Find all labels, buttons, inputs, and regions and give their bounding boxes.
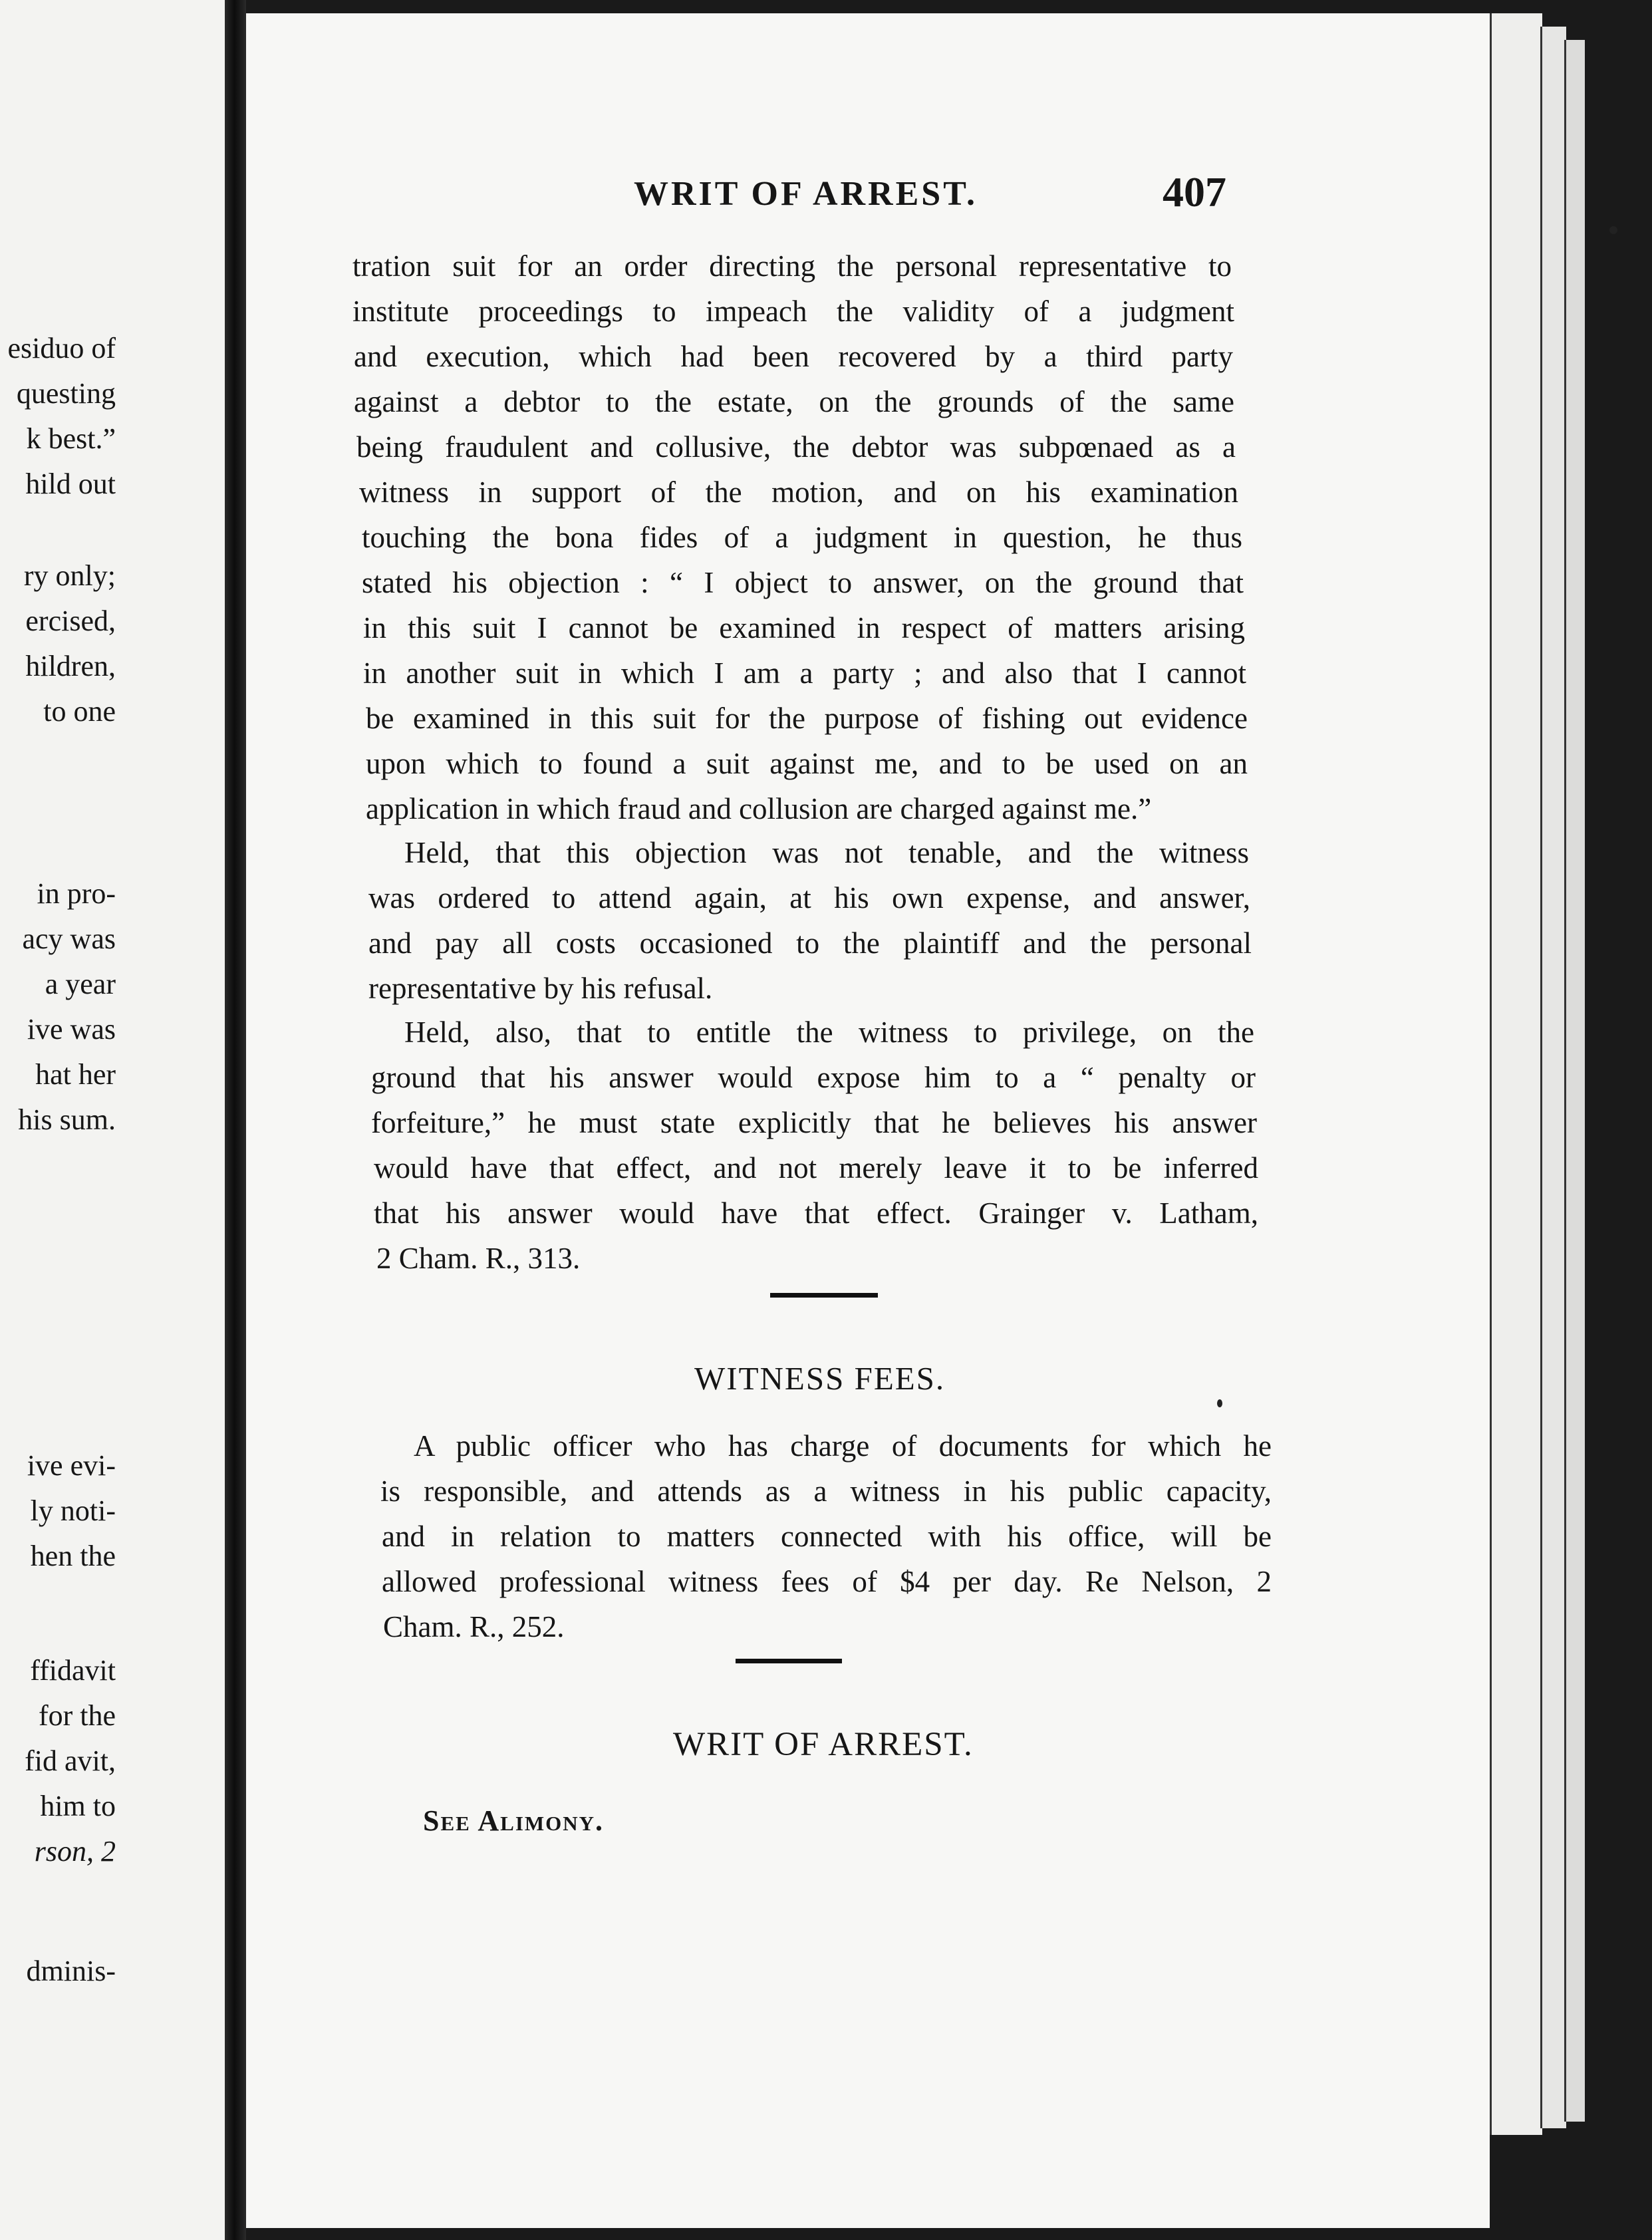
ink-speck [1217,1399,1222,1407]
left-page-fragment: his sum. [18,1103,116,1136]
text-line: witness in support of the motion, and on his examination [359,476,1238,509]
left-page-fragment: fid avit, [25,1745,116,1777]
text-line: being fraudulent and collusive, the debtor was subpœnaed as a [356,430,1236,464]
left-page-fragment: ffidavit [30,1654,116,1687]
text-line: in this suit I cannot be examined in respect of matters arising [363,611,1245,644]
text-line: and in relation to matters connected with his office, will be [382,1520,1272,1553]
left-page-fragment: him to [40,1790,116,1822]
text-line: and execution, which had been recovered by a third party [354,340,1233,373]
section-heading: WITNESS FEES. [694,1360,946,1397]
text-line: stated his objection : “ I object to answer, on the ground that [362,566,1244,599]
left-page-fragment: dminis- [26,1955,116,1987]
text-line: application in which fraud and collusion are charged against me.” [366,792,1152,825]
ink-speck [1609,226,1617,234]
section-rule [770,1293,878,1298]
section-rule [736,1659,842,1663]
text-line: upon which to found a suit against me, and to be used on an [366,747,1248,780]
left-page-fragment: k best.” [26,422,116,455]
text-line: against a debtor to the estate, on the grounds of the same [354,385,1234,418]
text-line: representative by his refusal. [368,972,713,1005]
running-head: WRIT OF ARREST. [634,175,978,213]
section-heading: WRIT OF ARREST. [673,1726,974,1763]
left-page-fragment: ive evi- [27,1449,116,1482]
left-page-fragment: hildren, [25,650,116,682]
text-line: touching the bona fides of a judgment in question, he thus [362,521,1242,554]
left-page-fragment: a year [45,968,116,1000]
text-line: tration suit for an order directing the personal representative to [352,249,1232,283]
page-edge [1490,13,1542,2135]
page-number: 407 [1163,168,1226,215]
text-line: allowed professional witness fees of $4 per day. Re Nelson, 2 [382,1565,1272,1598]
left-page-fragment: hen the [30,1540,116,1572]
left-page-fragment: esiduo of [7,332,116,364]
book-gutter [225,0,246,2240]
text-line: that his answer would have that effect. Grainger v. Latham, [374,1196,1258,1230]
left-facing-page [0,0,225,2240]
left-page-fragment: hild out [25,468,116,500]
left-page-fragment: to one [43,695,116,728]
left-page-fragment: questing [16,377,116,410]
text-line: A public officer who has charge of documents for which he [414,1429,1272,1463]
text-line: is responsible, and attends as a witness in his public capacity, [380,1474,1272,1508]
see-also-reference: See Alimony. [423,1804,605,1837]
text-line: institute proceedings to impeach the validity of a judgment [352,295,1234,328]
text-line: was ordered to attend again, at his own expense, and answer, [368,881,1250,914]
text-line: ground that his answer would expose him to a “ penalty or [371,1061,1256,1094]
text-line: Held, also, that to entitle the witness to privilege, on the [404,1016,1254,1049]
left-page-fragment: ry only; [23,559,116,592]
page-edge [1564,40,1585,2122]
text-line: Held, that this objection was not tenable, and the witness [404,836,1249,869]
text-line: be examined in this suit for the purpose of fishing out evidence [366,702,1248,735]
text-line: forfeiture,” he must state explicitly that he believes his answer [371,1106,1257,1139]
left-page-fragment: hat her [35,1058,116,1091]
text-line: 2 Cham. R., 313. [376,1242,581,1275]
left-page-fragment: rson, 2 [34,1835,116,1868]
text-line: Cham. R., 252. [383,1610,565,1643]
text-line: would have that effect, and not merely leave it to be inferred [374,1151,1258,1185]
left-page-fragment: ly noti- [30,1494,116,1527]
left-page-fragment: ive was [27,1013,116,1046]
left-page-fragment: acy was [22,922,116,955]
text-line: in another suit in which I am a party ; and also that I cannot [363,656,1246,690]
text-line: and pay all costs occasioned to the plaintiff and the personal [368,926,1252,960]
left-page-fragment: ercised, [25,605,116,637]
left-page-fragment: for the [38,1699,116,1732]
page-edge [1540,27,1566,2128]
left-page-fragment: in pro- [37,877,116,910]
